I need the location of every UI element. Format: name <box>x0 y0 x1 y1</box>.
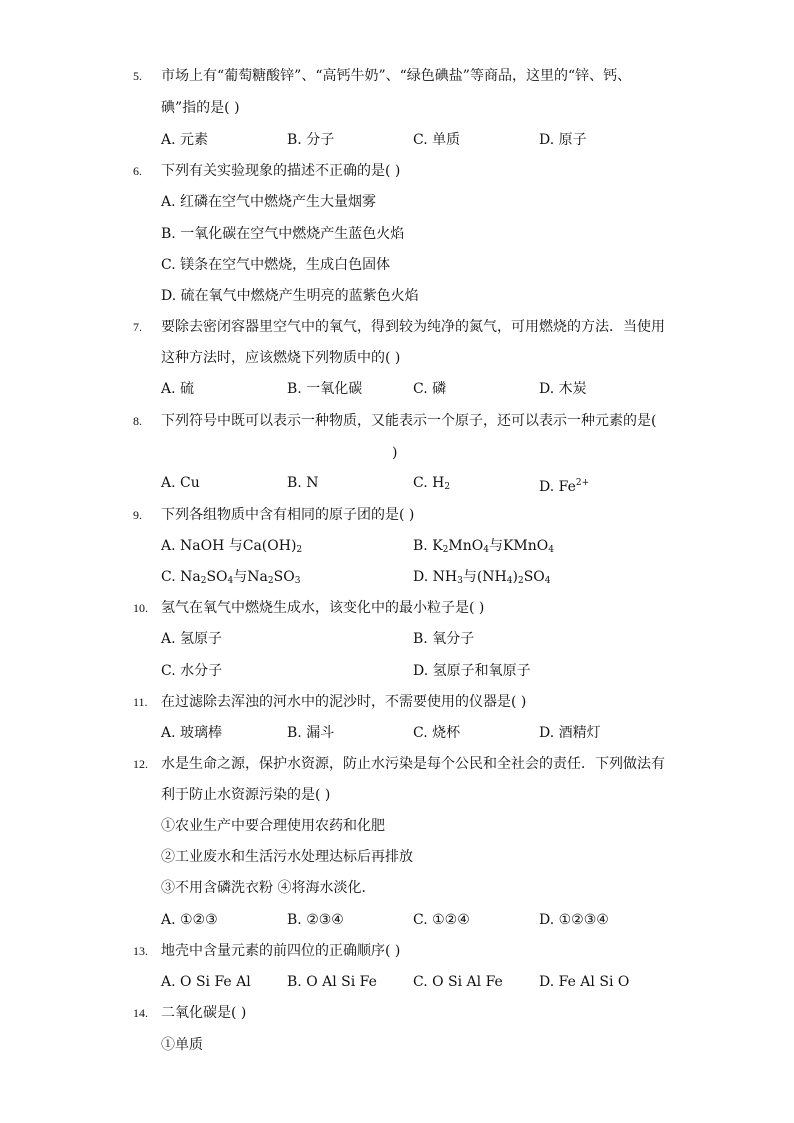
question-number: 7. <box>133 320 142 334</box>
question-text: 地壳中含量元素的前四位的正确顺序( ) <box>161 943 401 959</box>
option-b: B. 氧分子 <box>413 631 475 647</box>
question-number: 13. <box>133 944 148 958</box>
option-d: D. $NH_3$与$(NH_4)_2SO_4$ <box>413 569 551 586</box>
option-d: D. 氢原子和氧原子 <box>413 663 531 679</box>
option-c: C. 磷 <box>413 381 447 397</box>
option-d: D. ①②③④ <box>539 912 609 928</box>
question-text: 二氧化碳是( ) <box>161 1005 247 1021</box>
option-a: A. 玻璃棒 <box>161 725 223 741</box>
question-text-cont: 这种方法时，应该燃烧下列物质中的( ) <box>161 350 401 366</box>
option-b: B. $K_2MnO_4$与KMnO$_4$ <box>413 538 554 555</box>
option-d: D. 硫在氧气中燃烧产生明亮的蓝紫色火焰 <box>161 288 419 304</box>
question-number: 8. <box>133 414 142 428</box>
option-b: B. 分子 <box>287 132 335 148</box>
question-number: 14. <box>133 1006 148 1020</box>
question-text: 要除去密闭容器里空气中的氧气，得到较为纯净的氮气，可用燃烧的方法．当使用 <box>161 319 665 335</box>
statement-item: ③不用含磷洗衣粉 ④将海水淡化． <box>161 880 376 896</box>
option-a: A. Cu <box>161 475 200 491</box>
statement-item: ①单质 <box>161 1037 203 1053</box>
option-c: C. $H_2$ <box>413 475 451 492</box>
question-number: 11. <box>133 695 148 709</box>
question-text-cont: ) <box>392 445 398 461</box>
option-b: B. ②③④ <box>287 912 344 928</box>
question-number: 12. <box>133 757 148 771</box>
option-d: D. Fe Al Si O <box>539 974 630 990</box>
option-c: C. ①②④ <box>413 912 470 928</box>
question-text-cont: 利于防止水资源污染的是( ) <box>161 787 331 803</box>
option-b: B. O Al Si Fe <box>287 974 377 990</box>
option-c: C. 水分子 <box>161 663 223 679</box>
option-a: A. 红磷在空气中燃烧产生大量烟雾 <box>161 194 377 210</box>
question-text: 市场上有“葡萄糖酸锌”、“高钙牛奶”、“绿色碘盐”等商品，这里的“锌、钙、 <box>161 68 632 84</box>
option-a: A. 氢原子 <box>161 631 223 647</box>
option-d: D. 酒精灯 <box>539 725 601 741</box>
question-number: 5. <box>133 69 142 83</box>
question-text: 在过滤除去浑浊的河水中的泥沙时，不需要使用的仪器是( ) <box>161 694 527 710</box>
option-a: A. ①②③ <box>161 912 218 928</box>
question-text: 下列符号中既可以表示一种物质，又能表示一个原子，还可以表示一种元素的是( <box>161 413 657 429</box>
option-d: D. 木炭 <box>539 381 587 397</box>
option-b: B. N <box>287 475 319 491</box>
question-number: 10. <box>133 601 148 615</box>
option-a: A. O Si Fe Al <box>161 974 251 990</box>
option-d: D. $Fe^{2+}$ <box>539 478 590 495</box>
option-c: C. 单质 <box>413 132 461 148</box>
option-a: A. NaOH 与$Ca(OH)_2$ <box>161 538 303 555</box>
question-text: 下列有关实验现象的描述不正确的是( ) <box>161 163 401 179</box>
option-a: A. 元素 <box>161 132 209 148</box>
question-text: 下列各组物质中含有相同的原子团的是( ) <box>161 507 415 523</box>
option-c: C. $Na_2SO_4$与$Na_2SO_3$ <box>161 569 301 586</box>
question-number: 6. <box>133 164 142 178</box>
option-c: C. 烧杯 <box>413 725 461 741</box>
option-b: B. 一氧化碳 <box>287 381 363 397</box>
option-b: B. 一氧化碳在空气中燃烧产生蓝色火焰 <box>161 226 405 242</box>
question-text-cont: 碘”指的是( ) <box>161 100 240 116</box>
question-text: 水是生命之源，保护水资源，防止水污染是每个公民和全社会的责任．下列做法有 <box>161 756 665 772</box>
option-c: C. O Si Al Fe <box>413 974 503 990</box>
option-b: B. 漏斗 <box>287 725 335 741</box>
question-text: 氢气在氧气中燃烧生成水，该变化中的最小粒子是( ) <box>161 600 485 616</box>
question-number: 9. <box>133 508 142 522</box>
statement-item: ①农业生产中要合理使用农药和化肥 <box>161 818 385 834</box>
option-a: A. 硫 <box>161 381 195 397</box>
statement-item: ②工业废水和生活污水处理达标后再排放 <box>161 849 413 865</box>
option-d: D. 原子 <box>539 132 587 148</box>
option-c: C. 镁条在空气中燃烧，生成白色固体 <box>161 257 391 273</box>
